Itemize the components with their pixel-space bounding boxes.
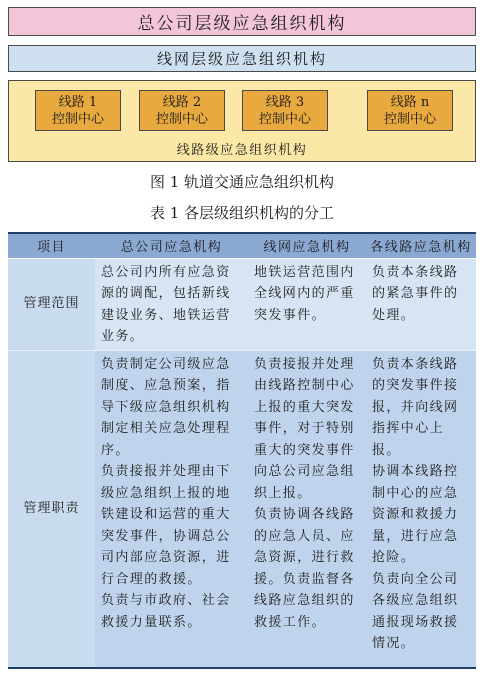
center-name-label: 控制中心: [258, 111, 311, 127]
cell-text: 负责本条线路的突发事件接报，并向线网指挥中心上报。: [372, 356, 459, 458]
cell-text: 负责接报并处理由线路控制中心上报的重大突发事件，对于特别重大的突发事件向总公司应急组织上报。: [254, 356, 355, 501]
line-n-control-center: [367, 90, 453, 131]
table-row: [8, 350, 476, 667]
table-caption: 表 1 各层级组织机构的分工: [149, 204, 335, 222]
cell-text: 地铁运营范围内全线网内的严重突发事件。: [254, 264, 355, 323]
cell-text: 负责协调各线路的应急人员、应急资源，进行救援。负责监督各线路应急组织的救援工作。: [254, 507, 355, 630]
cell-text: 负责本条线路的紧急事件的处理。: [372, 264, 459, 323]
line-1-control-center: [35, 90, 121, 131]
center-line-label: 线路 1: [58, 94, 98, 110]
row-label: 管理职责: [8, 350, 95, 667]
table-header-row: [8, 234, 476, 258]
cell-text: 总公司内所有应急资源的调配，包括新线建设业务、地铁运营业务。: [101, 264, 231, 344]
head-office-level-label: 总公司层级应急组织机构: [137, 14, 347, 34]
table-cell: [366, 258, 476, 350]
header-item: 项目: [8, 234, 95, 258]
network-level-label: 线网层级应急组织机构: [156, 50, 327, 68]
figure-caption: 图 1 轨道交通应急组织机构: [149, 173, 335, 191]
header-head-office: 总公司应急机构: [95, 234, 248, 258]
cell-text: 负责制定公司级应急制度、应急预案，指导下级应急组织机构制定相关应急处理程序。: [101, 356, 231, 458]
center-name-label: 控制中心: [51, 111, 104, 127]
cell-text: 协调本线路控制中心的应急资源和救援力量，进行应急抢险。: [372, 464, 459, 565]
table-cell: [366, 350, 476, 667]
table-cell: [95, 258, 248, 350]
center-line-label: 线路 n: [390, 94, 430, 110]
cell-text: 负责与市政府、社会救援力量联系。: [101, 593, 231, 630]
header-lines: 各线路应急机构: [366, 234, 476, 258]
line-level-box: [8, 80, 476, 162]
line-level-label: 线路级应急组织机构: [176, 143, 308, 158]
division-of-labor-table: [8, 232, 476, 669]
network-level-box: [8, 45, 476, 72]
center-name-label: 控制中心: [383, 111, 436, 127]
table-cell: [248, 350, 366, 667]
cell-text: 负责向全公司各级应急组织通报现场救援情况。: [372, 571, 459, 651]
line-2-control-center: [139, 90, 225, 131]
center-line-label: 线路 3: [265, 94, 305, 110]
table-cell: [248, 258, 366, 350]
head-office-level-box: [8, 7, 476, 36]
center-line-label: 线路 2: [162, 94, 202, 110]
line-3-control-center: [242, 90, 328, 131]
header-network: 线网应急机构: [248, 234, 366, 258]
center-name-label: 控制中心: [155, 111, 208, 127]
table-cell: [95, 350, 248, 667]
row-label: 管理范围: [8, 258, 95, 350]
cell-text: 负责接报并处理由下级应急组织上报的地铁建设和运营的重大突发事件，协调总公司内部应急资源，进行合理的救援。: [101, 464, 231, 587]
table-row: [8, 258, 476, 350]
